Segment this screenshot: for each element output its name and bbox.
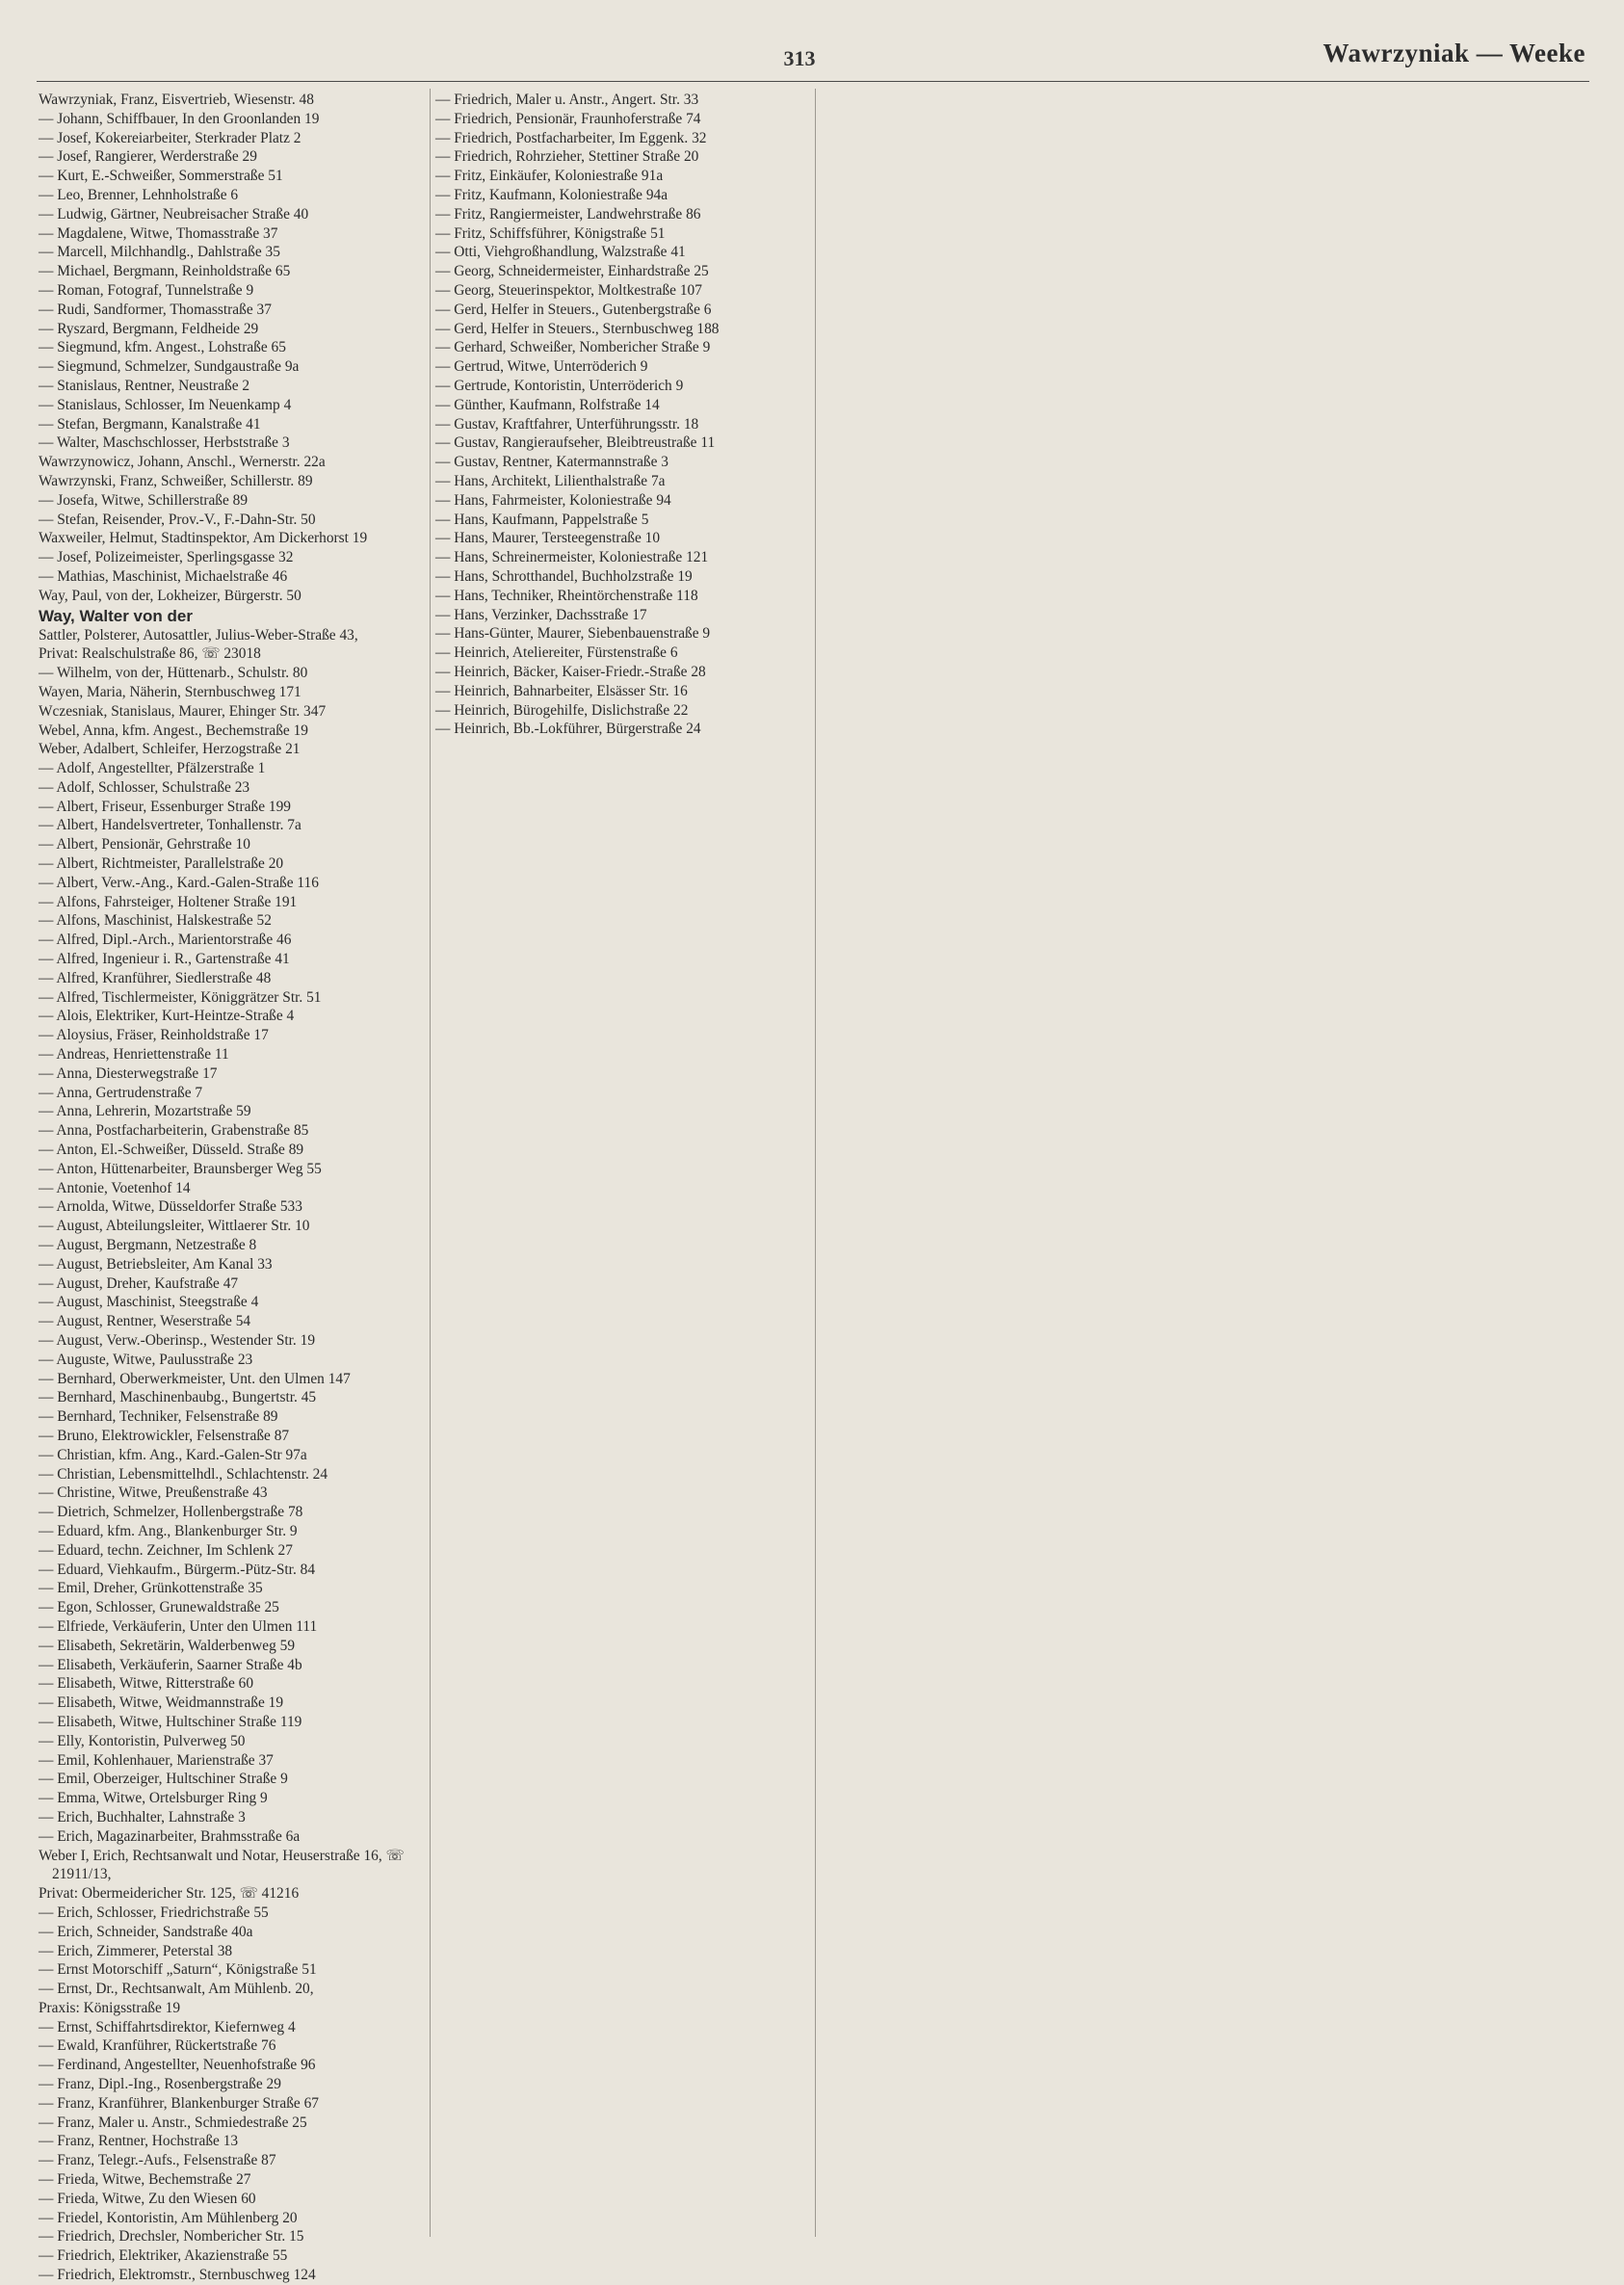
directory-entry: — Elisabeth, Witwe, Ritterstraße 60 bbox=[39, 1675, 254, 1693]
directory-entry: — August, Betriebsleiter, Am Kanal 33 bbox=[39, 1255, 273, 1273]
directory-entry: — Friedrich, Postfacharbeiter, Im Eggenk. 32 bbox=[435, 129, 707, 146]
directory-entry: — Ludwig, Gärtner, Neubreisacher Straße 40 bbox=[39, 205, 309, 223]
directory-entry: — Mathias, Maschinist, Michaelstraße 46 bbox=[39, 567, 288, 585]
directory-entry: — Hans, Verzinker, Dachsstraße 17 bbox=[435, 606, 647, 623]
directory-entry: — Erich, Buchhalter, Lahnstraße 3 bbox=[39, 1808, 246, 1825]
directory-entry: — Hans, Architekt, Lilienthalstraße 7a bbox=[435, 472, 666, 489]
directory-entry: — Johann, Schiffbauer, In den Groonlanden 19 bbox=[39, 110, 320, 127]
directory-entry: — Frieda, Witwe, Bechemstraße 27 bbox=[39, 2171, 251, 2189]
directory-entry: Weber I, Erich, Rechtsanwalt und Notar, Heuserstraße 16, ☏ 21911/13, bbox=[39, 1847, 405, 1883]
directory-entry: — Andreas, Henriettenstraße 11 bbox=[39, 1046, 229, 1064]
directory-entry: — Albert, Handelsvertreter, Tonhallenstr. 7a bbox=[39, 817, 301, 834]
directory-entry: — Franz, Dipl.-Ing., Rosenbergstraße 29 bbox=[39, 2076, 281, 2093]
directory-entry: — Erich, Schlosser, Friedrichstraße 55 bbox=[39, 1904, 269, 1921]
directory-entry: — Hans, Fahrmeister, Koloniestraße 94 bbox=[435, 491, 671, 509]
directory-entry: — Hans, Maurer, Tersteegenstraße 10 bbox=[435, 530, 661, 547]
directory-entry: — Magdalene, Witwe, Thomasstraße 37 bbox=[39, 224, 278, 242]
directory-entry: Privat: Obermeidericher Str. 125, ☏ 41216 bbox=[39, 1885, 300, 1903]
column-divider bbox=[430, 89, 431, 2237]
directory-entry: — Hans, Techniker, Rheintörchenstraße 118 bbox=[435, 587, 698, 604]
directory-entry: — August, Verw.-Oberinsp., Westender Str. 19 bbox=[39, 1332, 316, 1349]
directory-entry: — Eduard, Viehkaufm., Bürgerm.-Pütz-Str. 84 bbox=[39, 1561, 316, 1578]
directory-entry: — Kurt, E.-Schweißer, Sommerstraße 51 bbox=[39, 168, 283, 185]
directory-entry: — Heinrich, Ateliereiter, Fürstenstraße 6 bbox=[435, 644, 678, 662]
directory-entry: — Arnolda, Witwe, Düsseldorfer Straße 533 bbox=[39, 1198, 302, 1216]
directory-entry: — Josef, Kokereiarbeiter, Sterkrader Platz 2 bbox=[39, 129, 301, 146]
directory-entry: — Emma, Witwe, Ortelsburger Ring 9 bbox=[39, 1790, 268, 1807]
directory-entry: — Ernst Motorschiff „Saturn“, Königstraße 51 bbox=[39, 1961, 317, 1979]
directory-entry: — Albert, Friseur, Essenburger Straße 199 bbox=[39, 798, 291, 815]
header-rule bbox=[37, 81, 1589, 82]
directory-entry: Privat: Realschulstraße 86, ☏ 23018 bbox=[39, 645, 261, 663]
column-divider bbox=[815, 89, 816, 2237]
directory-entry: — Emil, Oberzeiger, Hultschiner Straße 9 bbox=[39, 1771, 288, 1788]
directory-entry: — Heinrich, Bürogehilfe, Dislichstraße 22 bbox=[435, 701, 689, 719]
directory-entry: — Alfons, Fahrsteiger, Holtener Straße 191 bbox=[39, 893, 298, 910]
directory-entry: — Anton, Hüttenarbeiter, Braunsberger Weg 55 bbox=[39, 1160, 322, 1177]
directory-entry: — Alfons, Maschinist, Halskestraße 52 bbox=[39, 912, 272, 930]
directory-entry: — Antonie, Voetenhof 14 bbox=[39, 1179, 191, 1196]
directory-entry: — Hans, Schreinermeister, Koloniestraße 121 bbox=[435, 549, 709, 566]
directory-entry: — Eduard, kfm. Ang., Blankenburger Str. 9 bbox=[39, 1522, 298, 1539]
directory-entry: — Franz, Kranführer, Blankenburger Straße 67 bbox=[39, 2094, 320, 2112]
directory-entry: — Franz, Telegr.-Aufs., Felsenstraße 87 bbox=[39, 2152, 276, 2169]
directory-entry: — Georg, Schneidermeister, Einhardstraße 25 bbox=[435, 263, 709, 280]
directory-entry: — Heinrich, Bahnarbeiter, Elsässer Str. 16 bbox=[435, 682, 688, 699]
directory-column-1 bbox=[39, 91, 424, 2284]
directory-entry: — Elisabeth, Witwe, Hultschiner Straße 119 bbox=[39, 1713, 302, 1730]
directory-entry: — Stefan, Bergmann, Kanalstraße 41 bbox=[39, 415, 261, 433]
directory-entry-heading: Way, Walter von der bbox=[39, 606, 193, 625]
directory-entry: — Egon, Schlosser, Grunewaldstraße 25 bbox=[39, 1599, 279, 1616]
directory-entry: — Fritz, Einkäufer, Koloniestraße 91a bbox=[435, 168, 664, 185]
directory-entry: — Alois, Elektriker, Kurt-Heintze-Straße 4 bbox=[39, 1008, 295, 1025]
directory-entry: — Hans, Schrotthandel, Buchholzstraße 19 bbox=[435, 567, 693, 585]
directory-entry: — Gertrud, Witwe, Unterröderich 9 bbox=[435, 358, 648, 376]
directory-entry: — Frieda, Witwe, Zu den Wiesen 60 bbox=[39, 2190, 256, 2207]
directory-entry: — Stanislaus, Schlosser, Im Neuenkamp 4 bbox=[39, 396, 292, 413]
directory-entry: — Alfred, Ingenieur i. R., Gartenstraße 41 bbox=[39, 951, 290, 968]
directory-entry: — Josefa, Witwe, Schillerstraße 89 bbox=[39, 491, 249, 509]
directory-entry: — Emil, Kohlenhauer, Marienstraße 37 bbox=[39, 1751, 274, 1769]
directory-entry: Way, Paul, von der, Lokheizer, Bürgerstr. 50 bbox=[39, 587, 301, 604]
directory-entry: — Friedrich, Maler u. Anstr., Angert. Str. 33 bbox=[435, 92, 699, 108]
directory-entry: — Rudi, Sandformer, Thomasstraße 37 bbox=[39, 301, 272, 318]
directory-entry: — Christine, Witwe, Preußenstraße 43 bbox=[39, 1484, 268, 1502]
directory-entry: — Christian, Lebensmittelhdl., Schlachtenstr. 24 bbox=[39, 1465, 328, 1483]
directory-entry: — Gerhard, Schweißer, Nombericher Straße 9 bbox=[435, 339, 711, 356]
directory-entry: — Anna, Postfacharbeiterin, Grabenstraße 85 bbox=[39, 1122, 309, 1140]
directory-entry: — Anna, Lehrerin, Mozartstraße 59 bbox=[39, 1103, 251, 1120]
directory-entry: — Stefan, Reisender, Prov.-V., F.-Dahn-Str. 50 bbox=[39, 511, 316, 528]
directory-entry: — Bernhard, Maschinenbaubg., Bungertstr. 45 bbox=[39, 1389, 317, 1406]
directory-entry: Sattler, Polsterer, Autosattler, Julius-Weber-Straße 43, bbox=[39, 626, 358, 643]
directory-entry: Wawrzyniak, Franz, Eisvertrieb, Wiesenstr. 48 bbox=[39, 92, 314, 108]
directory-entry: — Bernhard, Oberwerkmeister, Unt. den Ulmen 147 bbox=[39, 1370, 351, 1387]
directory-entry: — Alfred, Kranführer, Siedlerstraße 48 bbox=[39, 969, 272, 986]
directory-entry: Webel, Anna, kfm. Angest., Bechemstraße 19 bbox=[39, 722, 308, 739]
directory-entry: — Franz, Rentner, Hochstraße 13 bbox=[39, 2133, 239, 2150]
directory-column-2 bbox=[435, 91, 811, 2239]
running-head: Wawrzyniak — Weeke bbox=[1323, 39, 1585, 67]
directory-entry: — Ryszard, Bergmann, Feldheide 29 bbox=[39, 320, 259, 337]
directory-entry: — Josef, Rangierer, Werderstraße 29 bbox=[39, 148, 257, 166]
directory-entry: — August, Dreher, Kaufstraße 47 bbox=[39, 1274, 239, 1292]
directory-entry: — Anton, El.-Schweißer, Düsseld. Straße 89 bbox=[39, 1142, 304, 1159]
directory-entry: — Christian, kfm. Ang., Kard.-Galen-Str 97a bbox=[39, 1446, 307, 1463]
directory-entry: — Gerd, Helfer in Steuers., Gutenbergstraße 6 bbox=[435, 301, 712, 318]
directory-entry: — Ewald, Kranführer, Rückertstraße 76 bbox=[39, 2037, 276, 2055]
directory-entry: — Aloysius, Fräser, Reinholdstraße 17 bbox=[39, 1027, 269, 1044]
page-number: 313 bbox=[783, 46, 816, 70]
directory-entry: — Friedel, Kontoristin, Am Mühlenberg 20 bbox=[39, 2209, 298, 2226]
directory-entry: — Stanislaus, Rentner, Neustraße 2 bbox=[39, 377, 250, 394]
directory-entry: — Fritz, Rangiermeister, Landwehrstraße 86 bbox=[435, 205, 701, 223]
directory-entry: — Adolf, Schlosser, Schulstraße 23 bbox=[39, 778, 250, 796]
directory-entry: — Alfred, Tischlermeister, Königgrätzer Str. 51 bbox=[39, 988, 322, 1006]
directory-entry: — Anna, Gertrudenstraße 7 bbox=[39, 1084, 203, 1101]
directory-entry: — Walter, Maschschlosser, Herbststraße 3 bbox=[39, 434, 290, 452]
directory-entry: — Hans, Kaufmann, Pappelstraße 5 bbox=[435, 511, 649, 528]
directory-entry: — Gertrude, Kontoristin, Unterröderich 9 bbox=[435, 377, 684, 394]
directory-entry: — August, Maschinist, Steegstraße 4 bbox=[39, 1294, 259, 1311]
directory-entry: — Bernhard, Techniker, Felsenstraße 89 bbox=[39, 1408, 278, 1426]
directory-entry: — August, Bergmann, Netzestraße 8 bbox=[39, 1237, 257, 1254]
directory-entry: — Marcell, Milchhandlg., Dahlstraße 35 bbox=[39, 244, 280, 261]
directory-entry: — Heinrich, Bb.-Lokführer, Bürgerstraße 24 bbox=[435, 721, 701, 738]
directory-entry: — Erich, Schneider, Sandstraße 40a bbox=[39, 1923, 253, 1940]
directory-entry: — Ernst, Dr., Rechtsanwalt, Am Mühlenb. 20, bbox=[39, 1981, 314, 1998]
directory-entry: — August, Rentner, Weserstraße 54 bbox=[39, 1313, 251, 1330]
directory-entry: — Gustav, Kraftfahrer, Unterführungsstr. 18 bbox=[435, 415, 699, 433]
directory-entry: — Friedrich, Pensionär, Fraunhoferstraße 74 bbox=[435, 110, 701, 127]
directory-entry: — Günther, Kaufmann, Rolfstraße 14 bbox=[435, 396, 660, 413]
directory-entry: — Elisabeth, Verkäuferin, Saarner Straße 4b bbox=[39, 1656, 302, 1673]
directory-entry: — Emil, Dreher, Grünkottenstraße 35 bbox=[39, 1580, 263, 1597]
directory-entry: — Friedrich, Drechsler, Nombericher Str. 15 bbox=[39, 2228, 304, 2246]
directory-entry: — Eduard, techn. Zeichner, Im Schlenk 27 bbox=[39, 1541, 293, 1559]
directory-entry: — Leo, Brenner, Lehnholstraße 6 bbox=[39, 186, 239, 203]
directory-entry: — August, Abteilungsleiter, Wittlaerer Str. 10 bbox=[39, 1218, 310, 1235]
directory-entry: — Elly, Kontoristin, Pulverweg 50 bbox=[39, 1732, 246, 1749]
directory-entry: — Elisabeth, Sekretärin, Walderbenweg 59 bbox=[39, 1637, 296, 1654]
directory-entry: Praxis: Königsstraße 19 bbox=[39, 1999, 181, 2016]
directory-entry: — Alfred, Dipl.-Arch., Marientorstraße 46 bbox=[39, 932, 292, 949]
directory-entry: — Albert, Verw.-Ang., Kard.-Galen-Straße 116 bbox=[39, 874, 319, 891]
directory-entry: — Friedrich, Elektriker, Akazienstraße 55 bbox=[39, 2247, 288, 2265]
directory-entry: — Roman, Fotograf, Tunnelstraße 9 bbox=[39, 281, 254, 299]
directory-entry: — Heinrich, Bäcker, Kaiser-Friedr.-Straße 28 bbox=[435, 663, 706, 680]
directory-entry: Wayen, Maria, Näherin, Sternbuschweg 171 bbox=[39, 683, 301, 700]
directory-entry: — Albert, Pensionär, Gehrstraße 10 bbox=[39, 836, 250, 854]
directory-entry: — Otti, Viehgroßhandlung, Walzstraße 41 bbox=[435, 244, 686, 261]
directory-entry: — Siegmund, kfm. Angest., Lohstraße 65 bbox=[39, 339, 286, 356]
directory-entry: — Gustav, Rentner, Katermannstraße 3 bbox=[435, 454, 668, 471]
directory-entry: — Gerd, Helfer in Steuers., Sternbuschweg 188 bbox=[435, 320, 720, 337]
directory-entry: — Ferdinand, Angestellter, Neuenhofstraße 96 bbox=[39, 2057, 316, 2074]
directory-entry: Weber, Adalbert, Schleifer, Herzogstraße 21 bbox=[39, 741, 301, 758]
directory-entry: — Georg, Steuerinspektor, Moltkestraße 107 bbox=[435, 281, 702, 299]
directory-entry: — Auguste, Witwe, Paulusstraße 23 bbox=[39, 1351, 253, 1368]
directory-entry: — Wilhelm, von der, Hüttenarb., Schulstr. 80 bbox=[39, 665, 308, 682]
directory-entry: — Dietrich, Schmelzer, Hollenbergstraße 78 bbox=[39, 1504, 303, 1521]
directory-entry: — Fritz, Schiffsführer, Königstraße 51 bbox=[435, 224, 666, 242]
directory-entry: — Bruno, Elektrowickler, Felsenstraße 87 bbox=[39, 1427, 290, 1444]
directory-entry: Waxweiler, Helmut, Stadtinspektor, Am Dickerhorst 19 bbox=[39, 530, 368, 547]
directory-entry: — Siegmund, Schmelzer, Sundgaustraße 9a bbox=[39, 358, 300, 376]
directory-entry: — Ernst, Schiffahrtsdirektor, Kiefernweg 4 bbox=[39, 2018, 296, 2035]
directory-entry: — Gustav, Rangieraufseher, Bleibtreustraße 11 bbox=[435, 434, 716, 452]
directory-entry: — Michael, Bergmann, Reinholdstraße 65 bbox=[39, 263, 291, 280]
directory-entry: — Josef, Polizeimeister, Sperlingsgasse 32 bbox=[39, 549, 294, 566]
directory-entry: Wawrzynski, Franz, Schweißer, Schillerstr. 89 bbox=[39, 472, 313, 489]
directory-entry: — Albert, Richtmeister, Parallelstraße 20 bbox=[39, 855, 284, 873]
directory-entry: — Erich, Magazinarbeiter, Brahmsstraße 6a bbox=[39, 1827, 301, 1845]
directory-entry: — Anna, Diesterwegstraße 17 bbox=[39, 1064, 218, 1082]
directory-entry: Wczesniak, Stanislaus, Maurer, Ehinger Str. 347 bbox=[39, 702, 327, 720]
directory-entry: — Adolf, Angestellter, Pfälzerstraße 1 bbox=[39, 760, 266, 777]
directory-entry: — Friedrich, Elektromstr., Sternbuschweg 124 bbox=[39, 2267, 316, 2284]
directory-entry: Wawrzynowicz, Johann, Anschl., Wernerstr. 22a bbox=[39, 454, 326, 471]
directory-entry: — Fritz, Kaufmann, Koloniestraße 94a bbox=[435, 186, 668, 203]
directory-entry: — Friedrich, Rohrzieher, Stettiner Straße 20 bbox=[435, 148, 699, 166]
directory-entry: — Hans-Günter, Maurer, Siebenbauenstraße 9 bbox=[435, 625, 711, 643]
directory-entry: — Elfriede, Verkäuferin, Unter den Ulmen 111 bbox=[39, 1617, 318, 1635]
directory-entry: — Franz, Maler u. Anstr., Schmiedestraße 25 bbox=[39, 2114, 307, 2131]
directory-entry: — Erich, Zimmerer, Peterstal 38 bbox=[39, 1942, 233, 1959]
directory-entry: — Elisabeth, Witwe, Weidmannstraße 19 bbox=[39, 1694, 284, 1712]
